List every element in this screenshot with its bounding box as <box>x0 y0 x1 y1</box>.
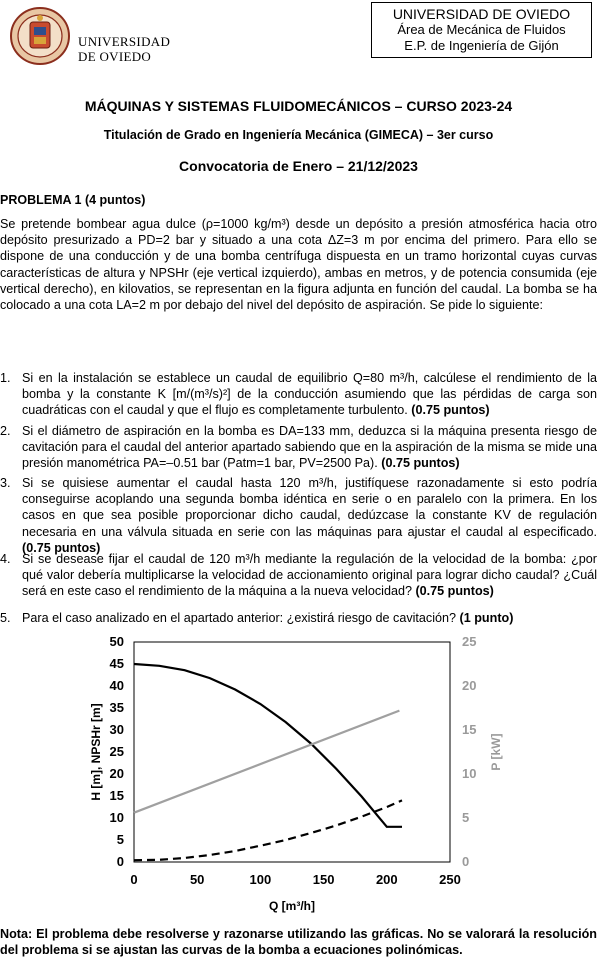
y2-tick-label: 5 <box>462 810 470 825</box>
course-title: MÁQUINAS Y SISTEMAS FLUIDOMECÁNICOS – CURSO 2023-24 <box>84 98 513 114</box>
pump-curves-chart <box>80 632 520 922</box>
question-text: Si en la instalación se establece un caudal de equilibrio Q=80 m³/h, calcúlese el rendimiento de la bomba y la constante K [m/(m³/s)²] de la conducción asumiendo que las pérdidas de carga son cuadráticas con el caudal y que el flujo es completamente turbulento. <box>22 371 597 418</box>
y-tick-label: 5 <box>116 832 124 847</box>
question-text: Para el caso analizado en el apartado anterior: ¿existirá riesgo de cavitación? <box>22 611 457 625</box>
school-name: E.P. de Ingeniería de Gijón <box>404 38 559 53</box>
question-item: 5. Para el caso analizado en el apartado anterior: ¿existirá riesgo de cavitación? (1 punto) <box>0 611 514 625</box>
x-tick-label: 150 <box>312 872 335 887</box>
y-axis-label: H [m], NPSHr [m] <box>89 703 103 801</box>
y-tick-label: 25 <box>109 744 124 759</box>
power-curve <box>134 711 399 813</box>
question-item: 2. Si el diámetro de aspiración en la bomba es DA=133 mm, deduzca si la máquina presenta riesgo de cavitación para el caudal del anterior apartado sabiendo que en la aspiración de la misma se mide una presión manométrica PA=–0.51 bar (Patm=1 bar, PV=2500 Pa). (0.75 puntos) <box>0 424 597 471</box>
y-tick-label: 50 <box>109 634 124 649</box>
question-item: 3. Si se quisiese aumentar el caudal hasta 120 m³/h, justifíquese razonadamente si esto podría conseguirse acoplando una segunda bomba idéntica en serie o en paralelo con la primera. En los casos en que sea posible proporcionar dicho caudal, dedúzcase la constante KV de regulación necesaria en una válvula situada en serie con las máquinas para ajustar el caudal al especificado. (0.75 puntos) <box>0 476 597 555</box>
university-logo <box>8 6 178 66</box>
head-curve <box>134 664 402 827</box>
y-tick-label: 20 <box>109 766 124 781</box>
y-tick-label: 35 <box>109 700 124 715</box>
x-tick-label: 0 <box>130 872 138 887</box>
university-seal-icon <box>8 6 72 66</box>
y2-tick-label: 0 <box>462 854 470 869</box>
y2-tick-label: 20 <box>462 678 477 693</box>
y2-tick-label: 15 <box>462 722 477 737</box>
degree-title: Titulación de Grado en Ingeniería Mecánica (GIMECA) – 3er curso <box>103 128 494 142</box>
x-tick-label: 50 <box>189 872 205 887</box>
y2-tick-label: 25 <box>462 634 477 649</box>
y-tick-label: 45 <box>109 656 124 671</box>
university-name: UNIVERSIDAD DE OVIEDO <box>78 34 171 64</box>
problem-heading: PROBLEMA 1 (4 puntos) <box>0 193 146 207</box>
question-text: Si se quisiese aumentar el caudal hasta 120 m³/h, justifíquese razonadamente si esto podría conseguirse acoplando una segunda bomba idéntica en serie o en paralelo con la primera. En los casos en que sea posible proporcionar dicho caudal, dedúzcase la constante KV de regulación necesaria en una válvula situada en serie con las máquinas para ajustar el caudal al especificado. <box>22 476 597 539</box>
question-points: (0.75 puntos) <box>381 456 460 471</box>
department-box <box>371 2 592 58</box>
question-points: (0.75 puntos) <box>415 584 494 599</box>
exam-title: Convocatoria de Enero – 21/12/2023 <box>179 158 418 174</box>
question-points: (1 punto) <box>459 611 514 625</box>
university-title: UNIVERSIDAD DE OVIEDO <box>392 6 571 22</box>
y2-tick-label: 10 <box>462 766 477 781</box>
question-points: (0.75 puntos) <box>22 540 101 555</box>
question-text: Si el diámetro de aspiración en la bomba es DA=133 mm, deduzca si la máquina presenta riesgo de cavitación para el caudal del anterior apartado sabiendo que en la aspiración de la misma se mide una presión manométrica PA=–0.51 bar (Patm=1 bar, PV=2500 Pa). <box>22 424 597 471</box>
question-text: Si se desease fijar el caudal de 120 m³/h mediante la regulación de la velocidad de la bomba: ¿por qué valor debería multiplicarse la velocidad de accionamiento original para lograr dicho caudal? ¿Cuál será en este caso el rendimiento de la máquina a la nueva velocidad? <box>22 552 597 599</box>
y-tick-label: 15 <box>109 788 124 803</box>
question-item: 1. Si en la instalación se establece un caudal de equilibrio Q=80 m³/h, calcúlese el rendimiento de la bomba y la constante K [m/(m³/s)²] de la conducción asumiendo que las pérdidas de carga son cuadráticas con el caudal y que el flujo es completamente turbulento. (0.75 puntos) <box>0 371 597 418</box>
department-name: Área de Mecánica de Fluidos <box>397 22 566 37</box>
y-tick-label: 40 <box>109 678 124 693</box>
x-tick-label: 250 <box>439 872 461 887</box>
x-tick-label: 200 <box>375 872 398 887</box>
problem-statement: Se pretende bombear agua dulce (ρ=1000 kg/m³) desde un depósito a presión atmosférica hacia otro depósito presurizado a PD=2 bar y situado a una cota ΔZ=3 m por encima del primero. Para ello se dispone de una conducción y de una bomba centrífuga dispuesta en un tramo horizontal cuyas curvas características de altura y NPSHr (eje vertical izquierdo), ambas en metros, y de potencia consumida (eje vertical derecho), en kilovatios, se representan en la figura adjunta en función del caudal. La bomba se ha colocado a una cota LA=2 m por debajo del nivel del depósito de aspiración. Se pide lo siguiente: <box>0 217 597 313</box>
question-points: (0.75 puntos) <box>411 403 490 418</box>
question-item: 4. Si se desease fijar el caudal de 120 m³/h mediante la regulación de la velocidad de la bomba: ¿por qué valor debería multiplicarse la velocidad de accionamiento original para lograr dicho caudal? ¿Cuál será en este caso el rendimiento de la máquina a la nueva velocidad? (0.75 puntos) <box>0 552 597 599</box>
npshr-curve <box>134 800 402 860</box>
y-tick-label: 30 <box>109 722 124 737</box>
y-tick-label: 0 <box>116 854 124 869</box>
x-axis-label: Q [m³/h] <box>269 899 315 913</box>
y2-axis-label: P [kW] <box>489 733 503 771</box>
x-tick-label: 100 <box>249 872 272 887</box>
note: Nota: El problema debe resolverse y razonarse utilizando las gráficas. No se valorará la resolución del problema si se ajustan las curvas de la bomba a ecuaciones polinómicas. <box>0 927 597 957</box>
y-tick-label: 10 <box>109 810 124 825</box>
